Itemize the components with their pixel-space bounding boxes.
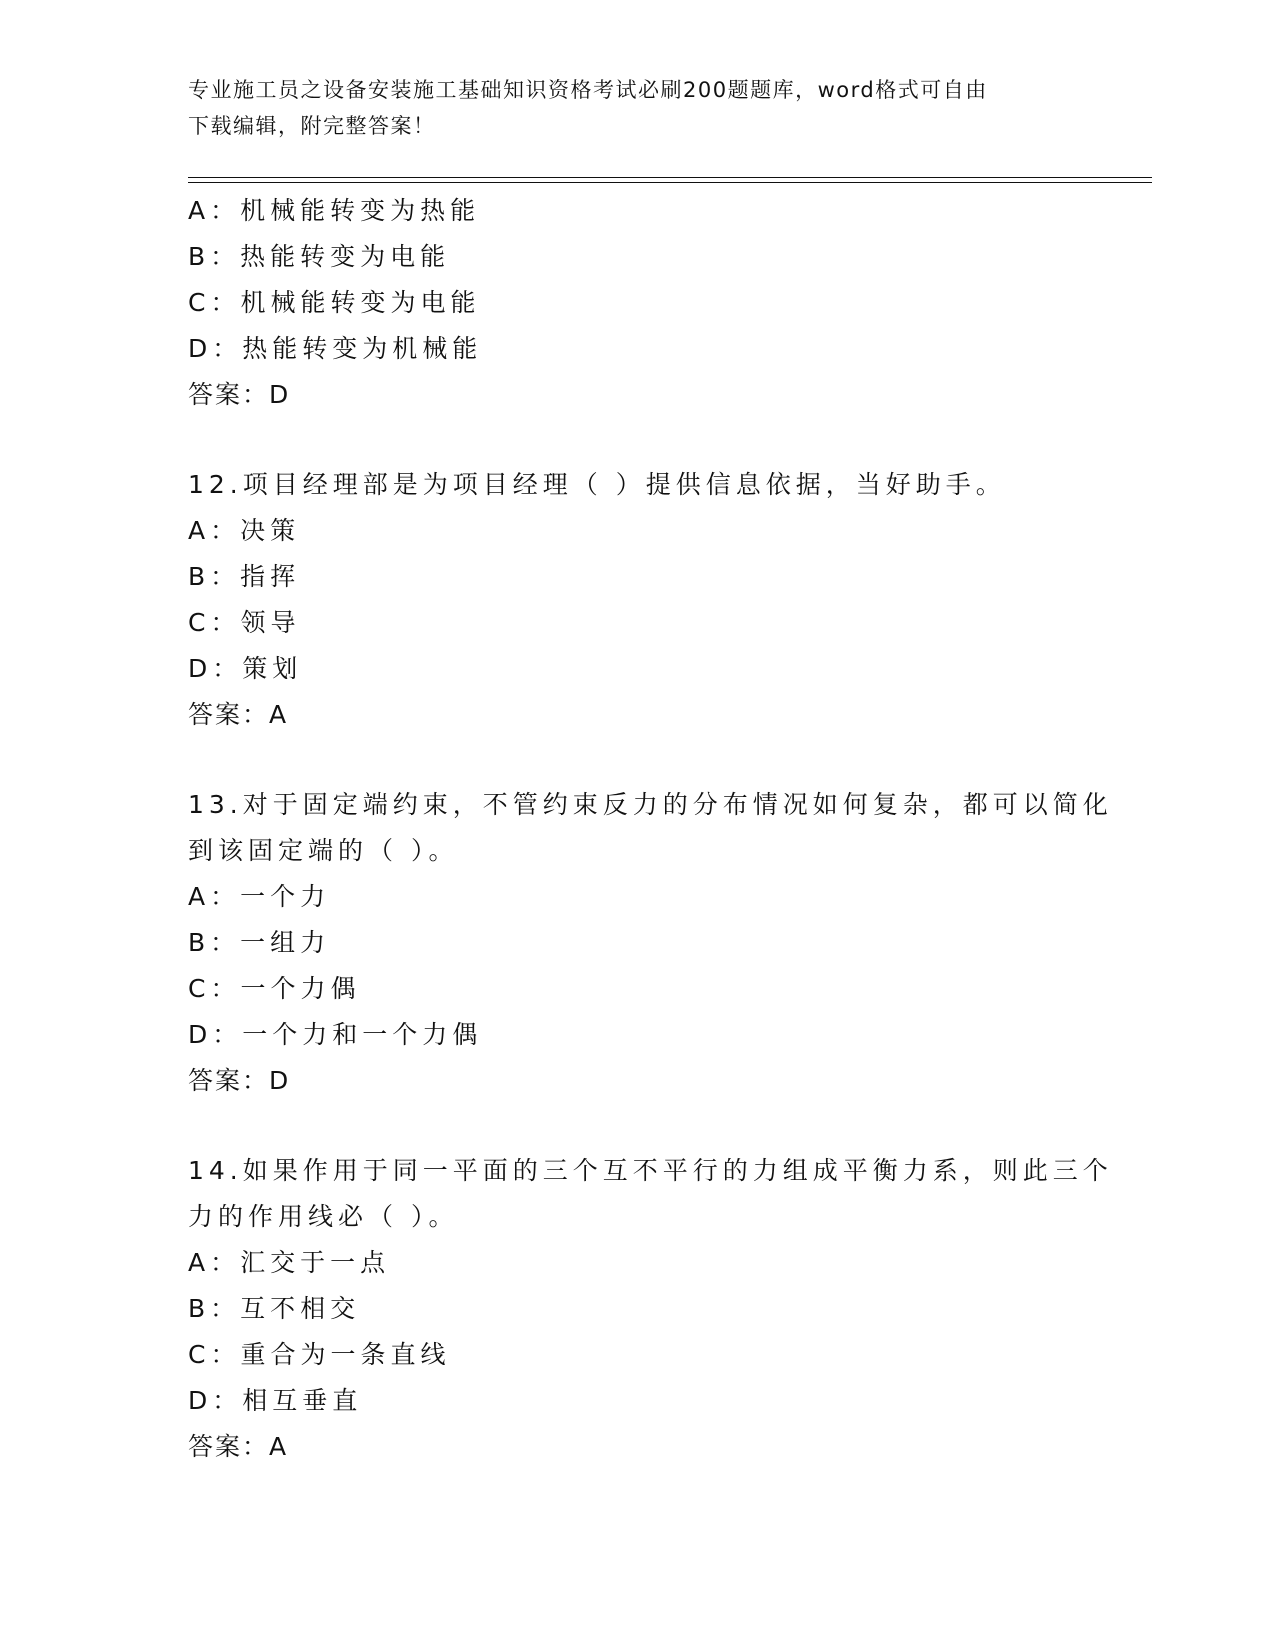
option-b: B：指挥 bbox=[188, 562, 301, 591]
document-header bbox=[188, 72, 1088, 144]
option-d: D：热能转变为机械能 bbox=[188, 334, 483, 363]
option-c: C：重合为一条直线 bbox=[188, 1340, 451, 1369]
question-13 bbox=[188, 782, 1113, 1104]
option-c: C：领导 bbox=[188, 608, 301, 637]
option-a: A：一个力 bbox=[188, 882, 331, 911]
header-line-2: 下载编辑，附完整答案！ bbox=[188, 114, 436, 138]
option-b: B：一组力 bbox=[188, 928, 331, 957]
question-stem: 12.项目经理部是为项目经理（ ）提供信息依据，当好助手。 bbox=[188, 470, 1006, 499]
answer-line: 答案：D bbox=[188, 380, 291, 409]
question-stem-line-2: 到该固定端的（ ）。 bbox=[188, 836, 459, 865]
question-stem-line-2: 力的作用线必（ ）。 bbox=[188, 1202, 459, 1231]
question-stem-line-1: 14.如果作用于同一平面的三个互不平行的力组成平衡力系，则此三个 bbox=[188, 1156, 1113, 1185]
option-a: A：决策 bbox=[188, 516, 301, 545]
header-divider-top bbox=[188, 177, 1152, 178]
option-a: A：汇交于一点 bbox=[188, 1248, 391, 1277]
option-d: D：相互垂直 bbox=[188, 1386, 363, 1415]
question-list bbox=[188, 188, 1113, 1514]
header-line-1: 专业施工员之设备安装施工基础知识资格考试必刷200题题库，word格式可自由 bbox=[188, 78, 988, 102]
option-b: B：互不相交 bbox=[188, 1294, 361, 1323]
option-d: D：策划 bbox=[188, 654, 303, 683]
question-12 bbox=[188, 462, 1088, 738]
question-14 bbox=[188, 1148, 1113, 1470]
question-11 bbox=[188, 188, 1088, 418]
question-stem-line-1: 13.对于固定端约束，不管约束反力的分布情况如何复杂，都可以简化 bbox=[188, 790, 1113, 819]
option-a: A：机械能转变为热能 bbox=[188, 196, 481, 225]
option-c: C：一个力偶 bbox=[188, 974, 361, 1003]
answer-line: 答案：A bbox=[188, 700, 289, 729]
option-d: D：一个力和一个力偶 bbox=[188, 1020, 483, 1049]
answer-line: 答案：D bbox=[188, 1066, 291, 1095]
option-c: C：机械能转变为电能 bbox=[188, 288, 481, 317]
option-b: B：热能转变为电能 bbox=[188, 242, 451, 271]
answer-line: 答案：A bbox=[188, 1432, 289, 1461]
header-divider-bottom bbox=[188, 182, 1152, 183]
